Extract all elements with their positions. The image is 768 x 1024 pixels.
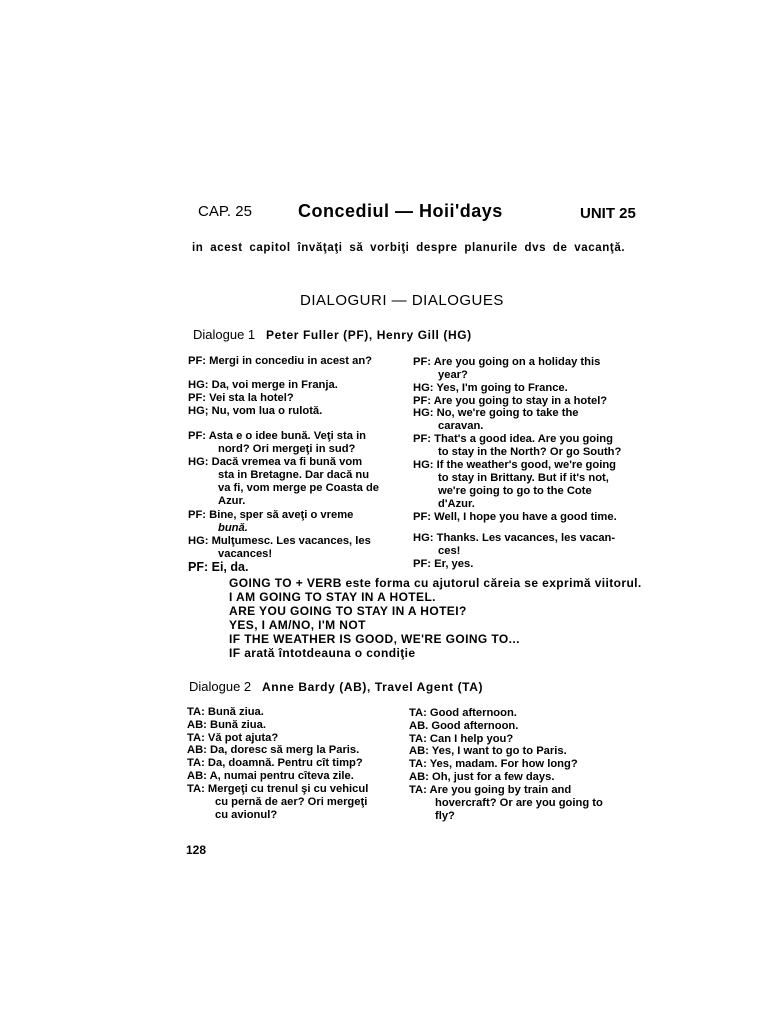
dialogue-line: d'Azur. (438, 498, 475, 510)
grammar-line: YES, I AM/NO, I'M NOT (229, 618, 366, 632)
dialogue-line: vacances! (218, 548, 273, 560)
dialogue-line: ces! (438, 545, 461, 557)
dialogue-line: HG: Thanks. Les vacances, les vacan- (413, 532, 616, 544)
dialogue-line: HG: Dacă vremea va fi bună vom (188, 456, 363, 468)
dialogue-line: Azur. (218, 495, 246, 507)
page-number: 128 (186, 843, 207, 857)
dialogue-line: cu pernă de aer? Ori mergeţi (215, 796, 368, 808)
dialogue-line: PF: Are you going to stay in a hotel? (413, 395, 608, 407)
dialogue-2-label: Dialogue 2 (189, 679, 252, 694)
chapter-title: Concediul — Hoii'days (298, 201, 503, 221)
grammar-line: IF arată întotdeauna o condiţie (229, 646, 416, 660)
grammar-line: ARE YOU GOING TO STAY IN A HOTEI? (229, 604, 467, 618)
dialogue-line: TA: Bună ziua. (187, 706, 264, 718)
dialogue-line: PF: Vei sta la hotel? (188, 392, 294, 404)
dialogue-1-participants: Peter Fuller (PF), Henry Gill (HG) (266, 328, 472, 342)
dialogue-line: TA: Mergeţi cu trenul şi cu vehicul (187, 783, 369, 795)
grammar-line: I AM GOING TO STAY IN A HOTEL. (229, 590, 436, 604)
dialogue-line: TA: Da, doamnă. Pentru cît timp? (187, 757, 363, 769)
dialogue-line: va fi, vom merge pe Coasta de (218, 482, 380, 494)
dialogue-line: year? (438, 369, 468, 381)
dialogue-line: cu avionul? (215, 809, 278, 821)
grammar-line: IF THE WEATHER IS GOOD, WE'RE GOING TO... (229, 632, 520, 646)
dialogue-line: AB: A, numai pentru cîteva zile. (187, 770, 354, 782)
dialogue-line: AB: Da, doresc să merg la Paris. (187, 744, 360, 756)
dialogue-line: TA: Can I help you? (409, 733, 514, 745)
intro-text: in acest capitol învăţaţi să vorbiţi despre planurile dvs de vacanţă. (192, 242, 626, 254)
section-title: DIALOGURI — DIALOGUES (300, 292, 504, 309)
dialogue-1-heading (193, 327, 472, 342)
dialogue-line: nord? Ori mergeţi in sud? (218, 443, 356, 455)
dialogue-line: PF: Er, yes. (413, 558, 474, 570)
dialogue-line: PF: Ei, da. (188, 560, 249, 574)
dialogue-line: HG: Yes, I'm going to France. (413, 382, 568, 394)
dialogue-line: we're going to go to the Cote (438, 485, 592, 497)
dialogue-line: HG; Nu, vom lua o rulotă. (188, 405, 323, 417)
dialogue-line: TA: Vă pot ajuta? (187, 732, 279, 744)
dialogue-line: hovercraft? Or are you going to (435, 797, 603, 809)
dialogue-line: to stay in Brittany. But if it's not, (438, 472, 609, 484)
dialogue-line: to stay in the North? Or go South? (438, 446, 622, 458)
dialogue-line: HG: If the weather's good, we're going (413, 459, 616, 471)
dialogue-line: bună. (218, 522, 248, 534)
dialogue-line: AB: Yes, I want to go to Paris. (409, 745, 567, 757)
dialogue-2-participants: Anne Bardy (AB), Travel Agent (TA) (262, 680, 484, 694)
dialogue-line: HG: Mulţumesc. Les vacances, les (188, 535, 371, 547)
dialogue-line: PF: Bine, sper să aveţi o vreme (188, 509, 354, 521)
dialogue-line: HG: No, we're going to take the (413, 407, 579, 419)
dialogue-line: AB: Oh, just for a few days. (409, 771, 555, 783)
dialogue-1-label: Dialogue 1 (193, 327, 256, 342)
dialogue-line: AB: Bună ziua. (187, 719, 266, 731)
header-cap: CAP. 25 (198, 203, 252, 220)
dialogue-line: sta in Bretagne. Dar dacă nu (218, 469, 370, 481)
dialogue-line: HG: Da, voi merge in Franja. (188, 379, 338, 391)
header-unit: UNIT 25 (580, 205, 636, 222)
dialogue-line: caravan. (438, 420, 484, 432)
dialogue-line: TA: Good afternoon. (409, 707, 517, 719)
dialogue-line: TA: Are you going by train and (409, 784, 572, 796)
dialogue-line: PF: That's a good idea. Are you going (413, 433, 613, 445)
dialogue-line: fly? (435, 810, 455, 822)
dialogue-line: PF: Mergi in concediu in acest an? (188, 355, 373, 367)
dialogue-2-heading (189, 679, 483, 694)
grammar-line: GOING TO + VERB este forma cu ajutorul căreia se exprimă viitorul. (229, 576, 642, 590)
dialogue-line: PF: Are you going on a holiday this (413, 356, 601, 368)
dialogue-line: PF: Well, I hope you have a good time. (413, 511, 617, 523)
dialogue-line: AB. Good afternoon. (409, 720, 519, 732)
dialogue-line: PF: Asta e o idee bună. Veţi sta in (188, 430, 367, 442)
dialogue-line: TA: Yes, madam. For how long? (409, 758, 578, 770)
